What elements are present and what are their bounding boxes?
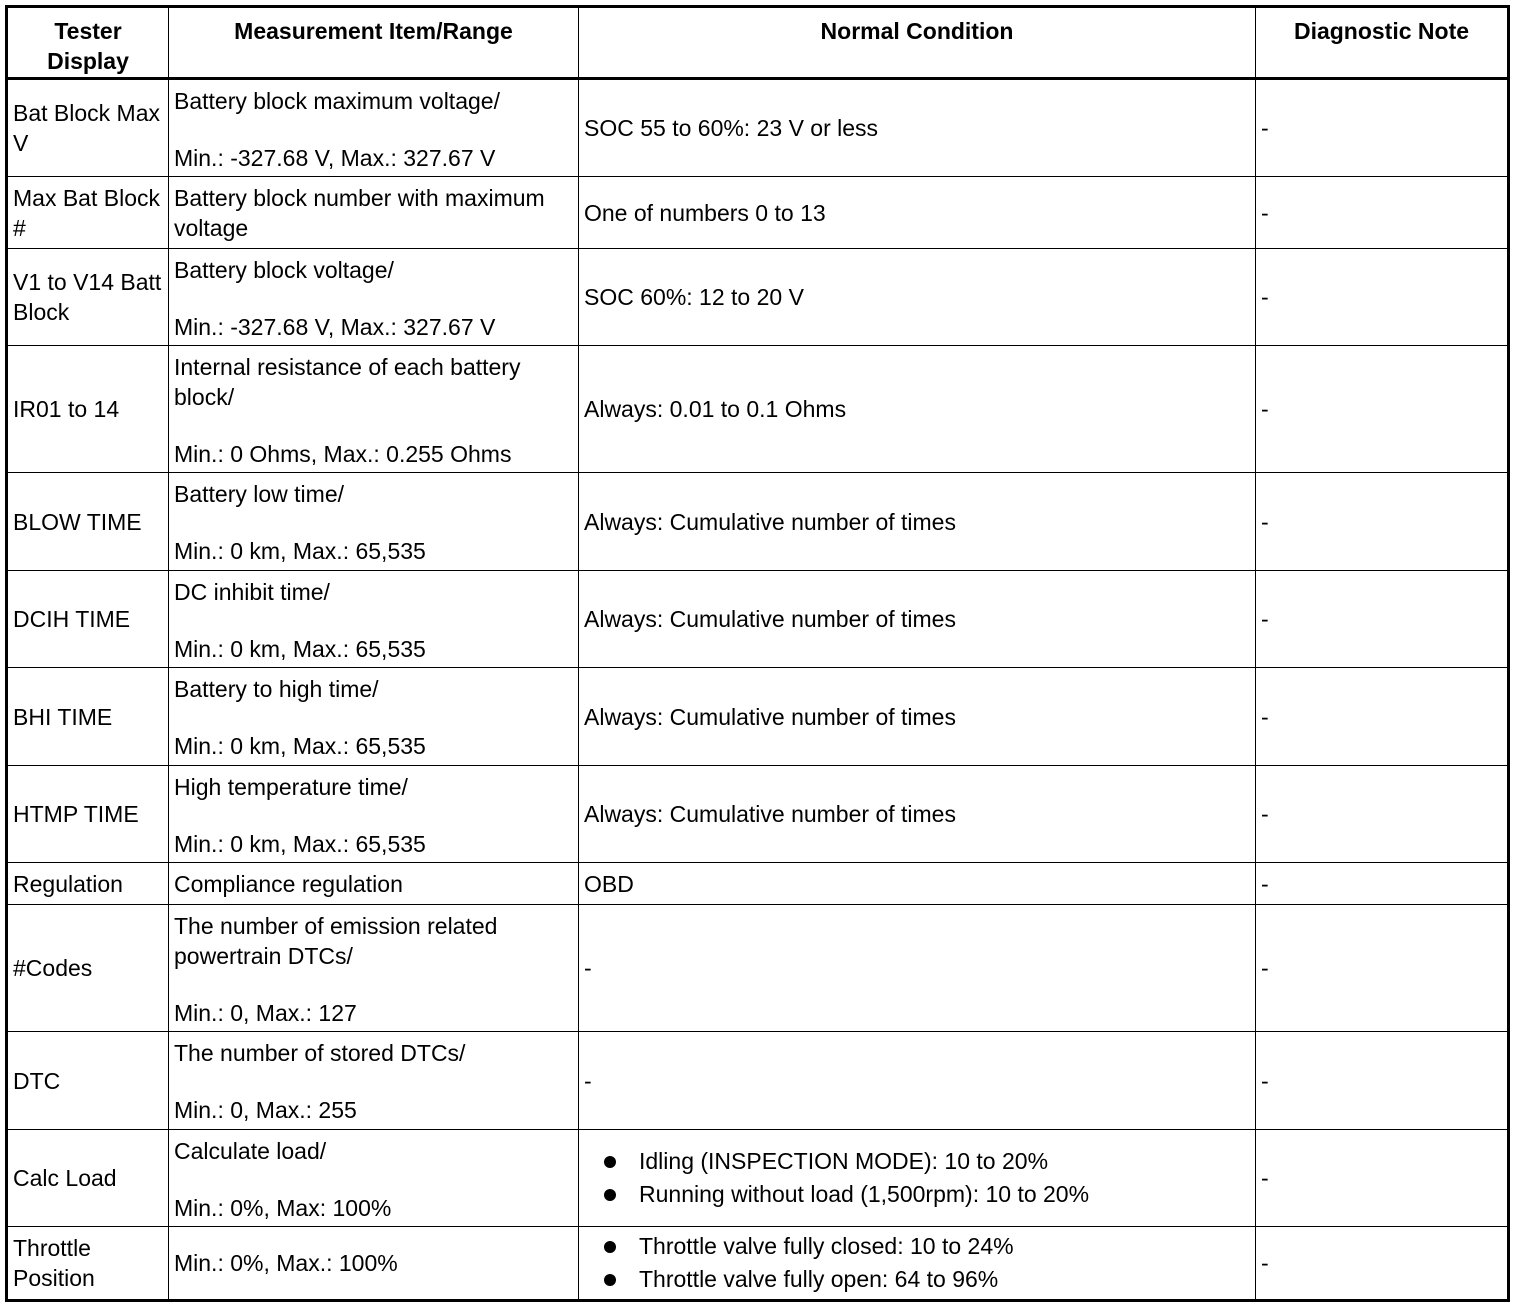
normal-condition-cell	[579, 571, 1256, 668]
line-spacer	[174, 412, 573, 439]
diagnostic-note-cell: -	[1256, 571, 1509, 668]
table-row	[7, 766, 1509, 863]
measurement-item-cell	[169, 905, 579, 1032]
table-row	[7, 79, 1509, 177]
table-row	[7, 668, 1509, 766]
tester-display-cell: BHI TIME	[7, 668, 169, 766]
measurement-text: Compliance regulation	[174, 870, 403, 897]
measurement-text: Min.: 0%, Max: 100%	[174, 1195, 392, 1221]
measurement-item-cell	[169, 766, 579, 863]
table-row	[7, 1032, 1509, 1130]
measurement-item-cell	[169, 346, 579, 473]
diagnostic-note-cell: -	[1256, 668, 1509, 766]
line-spacer	[174, 607, 573, 634]
diagnostic-note-cell: -	[1256, 249, 1509, 346]
table-body	[7, 79, 1509, 1301]
measurement-item-cell	[169, 79, 579, 177]
tester-display-cell: #Codes	[7, 905, 169, 1032]
line-spacer	[174, 802, 573, 829]
diagnostic-note-cell: -	[1256, 1227, 1509, 1301]
normal-condition-cell	[579, 905, 1256, 1032]
normal-condition-cell	[579, 766, 1256, 863]
measurement-text: Min.: 0, Max.: 127	[174, 1000, 357, 1026]
condition-text: Always: 0.01 to 0.1 Ohms	[584, 396, 847, 422]
table-row	[7, 571, 1509, 668]
header-measurement-item: Measurement Item/Range	[169, 7, 579, 79]
header-diagnostic-note: Diagnostic Note	[1256, 7, 1509, 79]
condition-text: OBD	[584, 870, 634, 897]
measurement-text: Min.: -327.68 V, Max.: 327.67 V	[174, 314, 496, 340]
normal-condition-cell	[579, 346, 1256, 473]
table-row	[7, 249, 1509, 346]
condition-text: Always: Cumulative number of times	[584, 606, 956, 632]
header-normal-condition: Normal Condition	[579, 7, 1256, 79]
condition-bullet-item: Throttle valve fully closed: 10 to 24%	[604, 1230, 1250, 1263]
diagnostic-note-cell: -	[1256, 177, 1509, 249]
measurement-item-cell	[169, 473, 579, 571]
table-row	[7, 473, 1509, 571]
measurement-text: Min.: 0 km, Max.: 65,535	[174, 733, 426, 759]
measurement-text: Min.: 0, Max.: 255	[174, 1097, 357, 1123]
condition-text: SOC 55 to 60%: 23 V or less	[584, 115, 879, 141]
line-spacer	[174, 509, 573, 536]
condition-text: Always: Cumulative number of times	[584, 801, 956, 827]
measurement-text: Min.: 0%, Max.: 100%	[174, 1250, 398, 1276]
condition-text: Always: Cumulative number of times	[584, 508, 956, 535]
tester-display-cell: V1 to V14 Batt Block	[7, 249, 169, 346]
data-list-table	[5, 5, 1510, 1302]
diagnostic-note-cell: -	[1256, 905, 1509, 1032]
measurement-item-cell	[169, 668, 579, 766]
table-row	[7, 177, 1509, 249]
condition-text: One of numbers 0 to 13	[584, 199, 826, 226]
measurement-item-cell	[169, 177, 579, 249]
tester-display-cell: DCIH TIME	[7, 571, 169, 668]
normal-condition-cell	[579, 1227, 1256, 1301]
diagnostic-note-cell: -	[1256, 473, 1509, 571]
condition-bullet-item: Throttle valve fully open: 64 to 96%	[604, 1263, 1250, 1296]
tester-display-cell: BLOW TIME	[7, 473, 169, 571]
line-spacer	[174, 1068, 573, 1095]
condition-text: -	[584, 1067, 592, 1094]
measurement-item-cell	[169, 863, 579, 905]
measurement-text: The number of stored DTCs/	[174, 1040, 466, 1066]
diagnostic-note-cell: -	[1256, 346, 1509, 473]
line-spacer	[174, 285, 573, 312]
table-row	[7, 905, 1509, 1032]
condition-bullet-list	[584, 1230, 1250, 1296]
tester-display-cell: IR01 to 14	[7, 346, 169, 473]
measurement-text: DC inhibit time/	[174, 579, 330, 605]
normal-condition-cell	[579, 1130, 1256, 1227]
diagnostic-note-cell: -	[1256, 79, 1509, 177]
measurement-item-cell	[169, 1227, 579, 1301]
condition-bullet-item: Running without load (1,500rpm): 10 to 20%	[604, 1178, 1250, 1211]
header-row	[7, 7, 1509, 79]
normal-condition-cell	[579, 668, 1256, 766]
measurement-text: Min.: 0 Ohms, Max.: 0.255 Ohms	[174, 441, 512, 467]
measurement-text: Battery block voltage/	[174, 257, 394, 283]
tester-display-cell: Bat Block Max V	[7, 79, 169, 177]
condition-bullet-list	[584, 1145, 1250, 1211]
tester-display-cell: DTC	[7, 1032, 169, 1130]
measurement-item-cell	[169, 1130, 579, 1227]
diagnostic-note-cell: -	[1256, 1032, 1509, 1130]
measurement-item-cell	[169, 1032, 579, 1130]
normal-condition-cell	[579, 79, 1256, 177]
normal-condition-cell	[579, 249, 1256, 346]
table-row	[7, 863, 1509, 905]
tester-display-cell: HTMP TIME	[7, 766, 169, 863]
normal-condition-cell	[579, 1032, 1256, 1130]
measurement-text: Internal resistance of each battery block/	[174, 354, 521, 410]
normal-condition-cell	[579, 177, 1256, 249]
line-spacer	[174, 971, 573, 998]
normal-condition-cell	[579, 863, 1256, 905]
header-tester-display: Tester Display	[7, 7, 169, 79]
line-spacer	[174, 704, 573, 731]
condition-bullet-item: Idling (INSPECTION MODE): 10 to 20%	[604, 1145, 1250, 1178]
table-row	[7, 1130, 1509, 1227]
measurement-text: Battery low time/	[174, 481, 344, 507]
condition-text: SOC 60%: 12 to 20 V	[584, 284, 804, 310]
diagnostic-note-cell: -	[1256, 1130, 1509, 1227]
measurement-item-cell	[169, 249, 579, 346]
normal-condition-cell	[579, 473, 1256, 571]
measurement-text: Calculate load/	[174, 1138, 327, 1164]
measurement-text: Battery block number with maximum voltage	[174, 184, 545, 241]
measurement-text: Min.: -327.68 V, Max.: 327.67 V	[174, 145, 496, 171]
condition-text: -	[584, 955, 592, 981]
measurement-text: Battery block maximum voltage/	[174, 88, 500, 114]
measurement-text: Min.: 0 km, Max.: 65,535	[174, 538, 426, 564]
tester-display-cell: Calc Load	[7, 1130, 169, 1227]
diagnostic-note-cell: -	[1256, 863, 1509, 905]
measurement-text: High temperature time/	[174, 774, 408, 800]
tester-display-cell: Max Bat Block #	[7, 177, 169, 249]
measurement-item-cell	[169, 571, 579, 668]
diagnostic-note-cell: -	[1256, 766, 1509, 863]
measurement-text: Min.: 0 km, Max.: 65,535	[174, 636, 426, 662]
measurement-text: Battery to high time/	[174, 676, 379, 702]
line-spacer	[174, 1166, 573, 1193]
tester-display-cell: Throttle Position	[7, 1227, 169, 1301]
measurement-text: The number of emission related powertrain DTCs/	[174, 913, 498, 969]
table-row	[7, 346, 1509, 473]
measurement-text: Min.: 0 km, Max.: 65,535	[174, 831, 426, 857]
table-row	[7, 1227, 1509, 1301]
condition-text: Always: Cumulative number of times	[584, 703, 956, 730]
line-spacer	[174, 116, 573, 143]
tester-display-cell: Regulation	[7, 863, 169, 905]
